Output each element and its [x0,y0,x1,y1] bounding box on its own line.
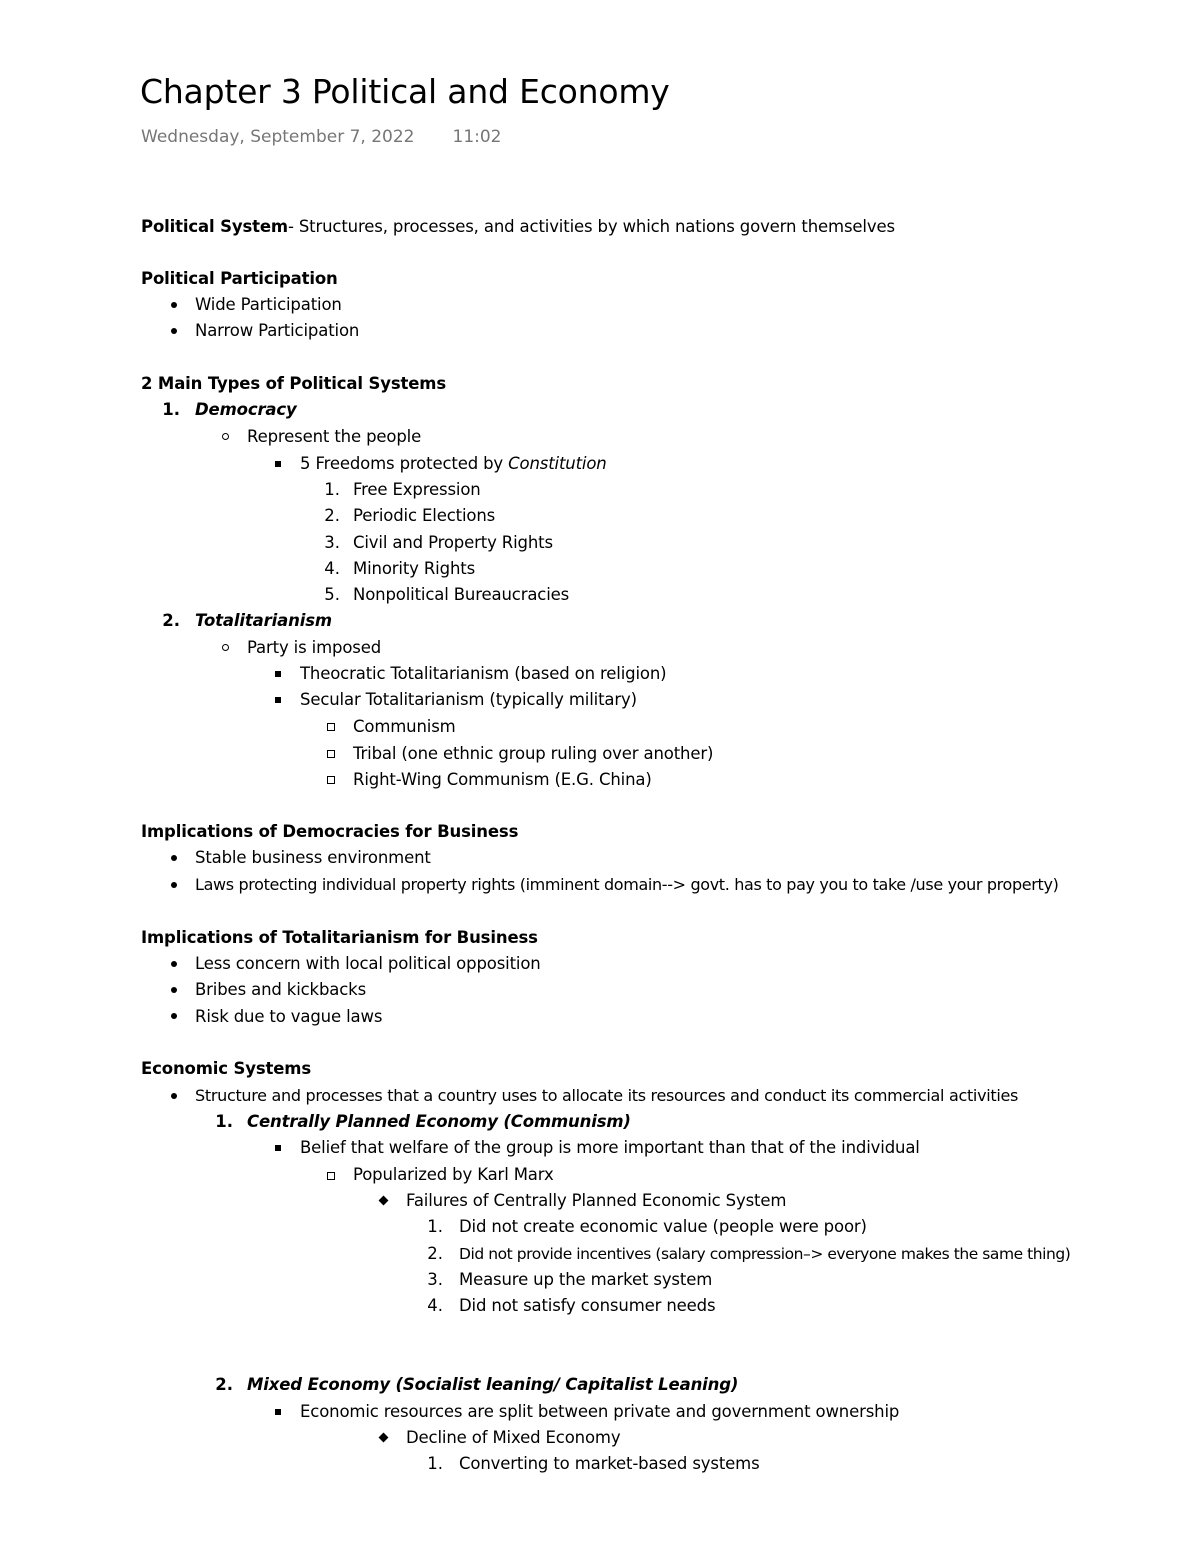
democracy-business-heading: Implications of Democracies for Business [141,822,519,841]
failures-heading: Failures of Centrally Planned Economic System [406,1191,787,1210]
list-item: Minority Rights [353,559,476,578]
bullet-dot-icon [171,1013,177,1019]
bullet-square-icon [275,1145,281,1151]
bullet-diamond-icon [379,1196,389,1206]
list-number: 3. [427,1270,443,1289]
list-number: 3. [324,533,340,552]
list-number: 1. [427,1217,443,1236]
list-item: Measure up the market system [459,1270,713,1289]
list-number: 2. [215,1375,233,1394]
bullet-dot-icon [171,987,177,993]
list-item: Risk due to vague laws [195,1007,383,1026]
bullet-open-square-icon [327,750,335,758]
bullet-dot-icon [171,882,177,888]
list-item: Did not satisfy consumer needs [459,1296,716,1315]
list-item: Less concern with local political opposition [195,954,541,973]
list-number: 4. [427,1296,443,1315]
political-system-line [141,214,895,240]
political-system-term: Political System [141,217,288,236]
bullet-square-icon [275,461,281,467]
list-number: 2. [427,1244,443,1263]
list-item: Right-Wing Communism (E.G. China) [353,770,652,789]
bullet-dot-icon [171,961,177,967]
centrally-planned-label: Centrally Planned Economy (Communism) [247,1112,631,1131]
democracy-label: Democracy [195,400,297,419]
list-item: Free Expression [353,480,481,499]
page-time: 11:02 [452,127,502,147]
list-item: Theocratic Totalitarianism (based on religion) [300,664,667,683]
economic-systems-definition: Structure and processes that a country uses to allocate its resources and conduct its commercial activities [195,1086,1019,1105]
list-number: 2. [324,506,340,525]
totalitarianism-sub: Party is imposed [247,638,382,657]
bullet-diamond-icon [379,1433,389,1443]
list-number: 2. [162,611,180,630]
bullet-dot-icon [171,328,177,334]
page-title: Chapter 3 Political and Economy [140,72,670,111]
bullet-square-icon [275,1409,281,1415]
centrally-planned-belief: Belief that welfare of the group is more important than that of the individual [300,1138,920,1157]
bullet-dot-icon [171,1093,177,1099]
bullet-circle-icon [222,433,229,440]
list-item: Nonpolitical Bureaucracies [353,585,570,604]
totalitarianism-label: Totalitarianism [195,611,332,630]
list-item: Converting to market-based systems [459,1454,760,1473]
list-number: 1. [162,400,180,419]
list-item: Civil and Property Rights [353,533,553,552]
freedoms-emph: Constitution [508,454,607,473]
decline-heading: Decline of Mixed Economy [406,1428,621,1447]
list-item: Narrow Participation [195,321,360,340]
list-item: Secular Totalitarianism (typically military) [300,690,637,709]
page-dateline [141,127,502,147]
mixed-economy-label: Mixed Economy (Socialist leaning/ Capitalist Leaning) [247,1375,739,1394]
list-number: 5. [324,585,340,604]
freedoms-prefix: 5 Freedoms protected by [300,454,509,473]
list-number: 4. [324,559,340,578]
bullet-dot-icon [171,302,177,308]
list-number: 1. [324,480,340,499]
list-item: Did not create economic value (people were poor) [459,1217,867,1236]
totalitarian-business-heading: Implications of Totalitarianism for Business [141,928,538,947]
main-types-heading: 2 Main Types of Political Systems [141,374,447,393]
bullet-open-square-icon [327,776,335,784]
political-participation-heading: Political Participation [141,269,338,288]
bullet-open-square-icon [327,1172,335,1180]
list-item: Communism [353,717,456,736]
bullet-dot-icon [171,855,177,861]
list-item: Did not provide incentives (salary compression–> everyone makes the same thing) [459,1245,1071,1263]
freedoms-line [300,451,607,477]
list-item: Wide Participation [195,295,342,314]
bullet-square-icon [275,671,281,677]
mixed-economy-resources: Economic resources are split between private and government ownership [300,1402,900,1421]
democracy-sub: Represent the people [247,427,422,446]
list-item: Stable business environment [195,848,431,867]
list-item: Tribal (one ethnic group ruling over another) [353,744,714,763]
list-item: Bribes and kickbacks [195,980,367,999]
page-date: Wednesday, September 7, 2022 [141,127,415,147]
economic-systems-heading: Economic Systems [141,1059,311,1078]
list-item: Laws protecting individual property rights (imminent domain--> govt. has to pay you to take /use your property) [195,875,1059,894]
list-number: 1. [427,1454,443,1473]
list-number: 1. [215,1112,233,1131]
centrally-planned-popularized: Popularized by Karl Marx [353,1165,554,1184]
bullet-square-icon [275,697,281,703]
bullet-circle-icon [222,644,229,651]
bullet-open-square-icon [327,723,335,731]
list-item: Periodic Elections [353,506,496,525]
political-system-definition: - Structures, processes, and activities by which nations govern themselves [287,217,895,236]
